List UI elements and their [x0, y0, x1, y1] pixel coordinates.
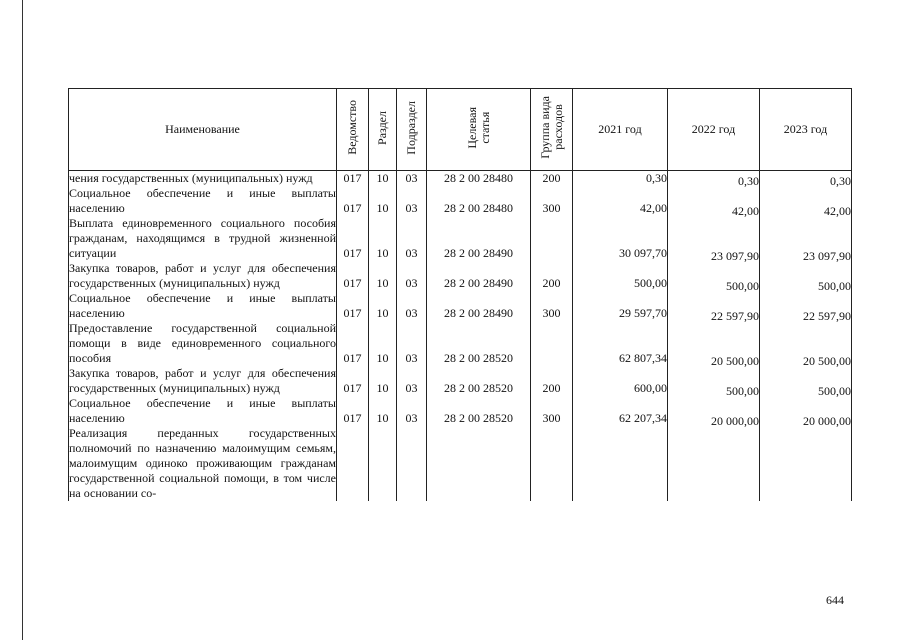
- row-subsection: 03: [397, 186, 427, 216]
- table-row: [69, 186, 852, 216]
- row-target: 28 2 00 28490: [427, 261, 531, 291]
- table-row: [69, 216, 852, 261]
- row-dept: 017: [337, 321, 369, 366]
- row-2023: 20 500,00: [760, 324, 852, 369]
- row-target: 28 2 00 28480: [427, 171, 531, 187]
- budget-table: [68, 88, 852, 501]
- row-2022: 20 000,00: [668, 399, 760, 429]
- row-2022: 0,30: [668, 174, 760, 190]
- row-2023: [760, 426, 852, 501]
- header-section: Раздел: [369, 89, 397, 171]
- header-group: Группа вида расходов: [531, 89, 573, 171]
- row-subsection: 03: [397, 396, 427, 426]
- row-section: 10: [369, 366, 397, 396]
- row-2021: 600,00: [573, 366, 668, 396]
- row-group: 300: [531, 396, 573, 426]
- row-2023: 500,00: [760, 264, 852, 294]
- row-target: 28 2 00 28520: [427, 321, 531, 366]
- row-2023: 22 597,90: [760, 294, 852, 324]
- row-dept: 017: [337, 396, 369, 426]
- table-row: [69, 261, 852, 291]
- row-2021: 0,30: [573, 171, 668, 187]
- row-section: 10: [369, 186, 397, 216]
- row-2021: 30 097,70: [573, 216, 668, 261]
- row-2022: 23 097,90: [668, 219, 760, 264]
- row-2021: 29 597,70: [573, 291, 668, 321]
- row-2021: 500,00: [573, 261, 668, 291]
- table-row: [69, 396, 852, 426]
- row-2022: 500,00: [668, 369, 760, 399]
- row-2022: 22 597,90: [668, 294, 760, 324]
- row-name: Реализация переданных государственных полномочий по назначению малоимущим семьям, малоимущим одиноко проживающим гражданам государственной социальной помощи, в том числе на основании со-: [69, 426, 336, 500]
- row-section: 10: [369, 291, 397, 321]
- row-target: 28 2 00 28480: [427, 186, 531, 216]
- row-subsection: 03: [397, 216, 427, 261]
- header-2021: 2021 год: [573, 89, 668, 171]
- page-number: 644: [826, 593, 844, 607]
- row-section: 10: [369, 216, 397, 261]
- row-dept: 017: [337, 291, 369, 321]
- row-group: 200: [531, 366, 573, 396]
- row-group: [531, 216, 573, 261]
- row-2022: 20 500,00: [668, 324, 760, 369]
- row-name: Предоставление государственной социальной помощи в виде единовременного социального пособия: [69, 321, 336, 365]
- row-name: Социальное обеспечение и иные выплаты населению: [69, 396, 336, 425]
- row-group: 200: [531, 171, 573, 187]
- row-2023: 42,00: [760, 189, 852, 219]
- header-2022: 2022 год: [668, 89, 760, 171]
- row-section: 10: [369, 261, 397, 291]
- row-name: Социальное обеспечение и иные выплаты населению: [69, 186, 336, 215]
- row-2021: 62 207,34: [573, 396, 668, 426]
- row-section: 10: [369, 171, 397, 187]
- table-header-row: [69, 89, 852, 171]
- row-dept: 017: [337, 366, 369, 396]
- header-subsection: Подраздел: [397, 89, 427, 171]
- row-2023: 20 000,00: [760, 399, 852, 429]
- row-group: 300: [531, 291, 573, 321]
- row-2023: 500,00: [760, 369, 852, 399]
- table-row: [69, 321, 852, 366]
- header-target: Целевая статья: [427, 89, 531, 171]
- row-subsection: 03: [397, 261, 427, 291]
- row-target: 28 2 00 28490: [427, 216, 531, 261]
- row-name: чения государственных (муниципальных) нужд: [69, 171, 337, 187]
- table-row: [69, 291, 852, 321]
- row-dept: 017: [337, 261, 369, 291]
- row-dept: 017: [337, 171, 369, 187]
- header-dept: Ведомство: [337, 89, 369, 171]
- row-target: [427, 426, 531, 501]
- row-group: [531, 426, 573, 501]
- row-subsection: 03: [397, 366, 427, 396]
- row-section: 10: [369, 396, 397, 426]
- row-name: Закупка товаров, работ и услуг для обеспечения государственных (муниципальных) нужд: [69, 261, 336, 290]
- row-section: 10: [369, 321, 397, 366]
- row-group: 300: [531, 186, 573, 216]
- row-subsection: 03: [397, 291, 427, 321]
- row-2021: [573, 426, 668, 501]
- row-subsection: 03: [397, 171, 427, 187]
- row-2023: 0,30: [760, 174, 852, 190]
- row-dept: 017: [337, 216, 369, 261]
- row-name: Выплата единовременного социального пособия гражданам, находящимся в трудной жизненной ситуации: [69, 216, 336, 260]
- row-group: [531, 321, 573, 366]
- header-name: Наименование: [69, 89, 337, 171]
- row-target: 28 2 00 28520: [427, 396, 531, 426]
- row-name: Закупка товаров, работ и услуг для обеспечения государственных (муниципальных) нужд: [69, 366, 336, 395]
- row-2021: 42,00: [573, 186, 668, 216]
- row-subsection: 03: [397, 321, 427, 366]
- header-2023: 2023 год: [760, 89, 852, 171]
- row-group: 200: [531, 261, 573, 291]
- row-dept: 017: [337, 186, 369, 216]
- table-row: [69, 426, 852, 501]
- row-2023: 23 097,90: [760, 219, 852, 264]
- row-section: [369, 426, 397, 501]
- row-2021: 62 807,34: [573, 321, 668, 366]
- table-row: [69, 366, 852, 396]
- row-dept: [337, 426, 369, 501]
- row-2022: 42,00: [668, 189, 760, 219]
- row-2022: 500,00: [668, 264, 760, 294]
- row-target: 28 2 00 28490: [427, 291, 531, 321]
- row-name: Социальное обеспечение и иные выплаты населению: [69, 291, 336, 320]
- row-target: 28 2 00 28520: [427, 366, 531, 396]
- table-row: [69, 171, 852, 187]
- row-subsection: [397, 426, 427, 501]
- scan-edge-line: [22, 0, 23, 640]
- row-2022: [668, 426, 760, 501]
